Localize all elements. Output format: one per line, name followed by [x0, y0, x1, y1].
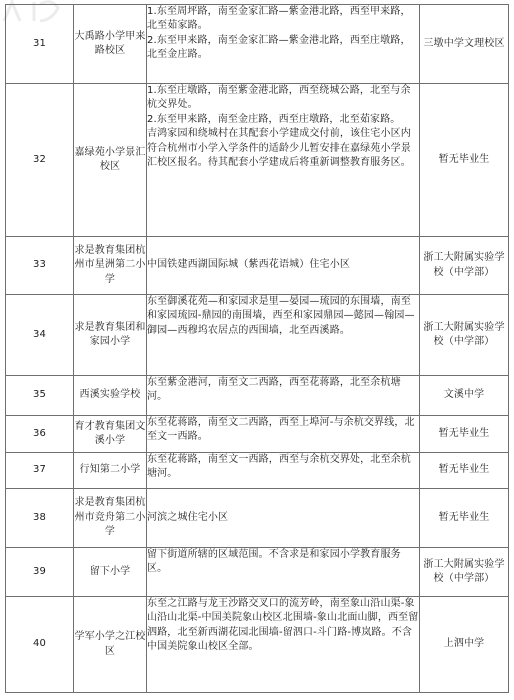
school-name: 大禹路小学甲来路校区	[74, 30, 146, 56]
school-name: 嘉绿苑小学景汇校区	[74, 146, 146, 172]
table-row	[6, 295, 509, 376]
middle-school-name: 上泗中学	[443, 638, 485, 650]
row-number: 40	[6, 597, 74, 693]
school-name: 求是教育集团杭州市星洲第二小学	[74, 244, 146, 285]
school-name-cell	[74, 5, 147, 84]
table-row	[6, 453, 509, 489]
school-name-cell	[74, 376, 147, 416]
service-area-text: 2.东至甲来路，南至金庄路，西至庄墩路，北至茹家路。	[147, 113, 401, 125]
table-row	[6, 416, 509, 453]
row-number: 34	[6, 295, 74, 376]
service-area-text: 1.东至庄墩路，南至紫金港北路，西至绕城公路，北至与余杭交界处。	[147, 85, 411, 111]
school-name: 求是教育集团杭州市竞舟第二小学	[74, 497, 146, 538]
school-name-cell	[74, 295, 147, 376]
service-area-cell	[147, 376, 420, 416]
row-number: 39	[6, 548, 74, 597]
table-row	[6, 489, 509, 548]
row-number: 37	[6, 453, 74, 489]
middle-school-cell	[420, 5, 509, 84]
service-area-text: 2.东至甲来路，南至金家汇路—紫金港北路，西至庄墩路，北至金庄路。	[147, 34, 411, 61]
school-name: 学军小学之江校区	[74, 631, 146, 657]
middle-school-name: 浙工大附属实验学校（中学部）	[423, 321, 505, 347]
table-row	[6, 237, 509, 295]
service-area-cell	[147, 548, 420, 597]
middle-school-name: 暂无毕业生	[438, 511, 490, 523]
middle-school-cell	[420, 597, 509, 693]
school-name-cell	[74, 597, 147, 693]
school-name-cell	[74, 453, 147, 489]
service-area-cell	[147, 453, 420, 489]
middle-school-cell	[420, 453, 509, 489]
table-row	[6, 5, 509, 84]
service-area-cell	[147, 416, 420, 453]
school-name-cell	[74, 237, 147, 295]
middle-school-cell	[420, 489, 509, 548]
middle-school-cell	[420, 376, 509, 416]
middle-school-name: 三墩中学文理校区	[423, 37, 505, 49]
service-area-cell	[147, 237, 420, 295]
service-area-text: 中国铁建西湖国际城（紫西花语城）住宅小区	[147, 259, 350, 271]
school-name: 留下小学	[89, 565, 131, 577]
service-area-text: 东至花蒋路，南至文一西路，西至与余杭交界处，北至余杭塘河。	[147, 454, 411, 480]
table-row	[6, 548, 509, 597]
service-area-cell	[147, 489, 420, 548]
middle-school-cell	[420, 548, 509, 597]
school-name: 育才教育集团文溪小学	[74, 420, 146, 446]
service-area-text: 1.东至周坪路，南至金家汇路—紫金港北路，西至甲来路，北至茹家路。	[147, 6, 411, 32]
school-name-cell	[74, 416, 147, 453]
service-area-note: 吉鸿家园和绕城村在其配套小学建成交付前，该住宅小区内符合杭州市小学入学条件的适龄少儿暂安排在嘉绿苑小学景汇校区报名。待其配套小学建成后将重新调整教育服务区。	[147, 128, 411, 169]
school-name: 行知第二小学	[79, 464, 141, 476]
service-area-text: 东至御溪花苑—和家园求是里—晏园—琉园的东围墙，南至和家园琉园-鼎园的南围墙，西至和家园鼎园—懿园—翰园—御园—西穆坞农居点的西围墙，北至西溪路。	[147, 296, 415, 336]
service-area-cell	[147, 597, 420, 693]
row-number: 36	[6, 416, 74, 453]
school-name-cell	[74, 489, 147, 548]
school-name: 求是教育集团和家园小学	[74, 321, 146, 347]
middle-school-cell	[420, 237, 509, 295]
middle-school-name: 暂无毕业生	[438, 153, 490, 165]
row-number: 38	[6, 489, 74, 548]
service-area-text: 留下街道所辖的区域范围。不含求是和家园小学教育服务区。	[147, 549, 401, 575]
school-district-table	[5, 4, 509, 693]
middle-school-cell	[420, 416, 509, 453]
middle-school-cell	[420, 295, 509, 376]
row-number: 35	[6, 376, 74, 416]
service-area-text: 东至紫金港河，南至文二西路，西至花蒋路，北至余杭塘河。	[147, 377, 401, 403]
middle-school-name: 文溪中学	[443, 389, 485, 401]
school-name-cell	[74, 548, 147, 597]
middle-school-name: 暂无毕业生	[438, 464, 490, 476]
school-name: 西溪实验学校	[79, 389, 141, 401]
row-number: 31	[6, 5, 74, 84]
middle-school-name: 浙工大附属实验学校（中学部）	[423, 252, 505, 278]
service-area-text: 河滨之城住宅小区	[147, 511, 229, 523]
middle-school-cell	[420, 84, 509, 237]
service-area-cell	[147, 84, 420, 237]
middle-school-name: 暂无毕业生	[438, 427, 490, 439]
row-number: 32	[6, 84, 74, 237]
table-row	[6, 597, 509, 693]
service-area-cell	[147, 295, 420, 376]
service-area-cell	[147, 5, 420, 84]
middle-school-name: 浙工大附属实验学校（中学部）	[423, 558, 505, 584]
service-area-text: 东至花蒋路，南至文二西路，西至上埠河-与余杭交界线，北至文一西路。	[147, 417, 415, 443]
school-name-cell	[74, 84, 147, 237]
service-area-text: 东至之江路与龙王沙路交叉口的流芳岭，南至象山沿山渠-象山沿山北渠-中国美院象山校区北围墙-象山北面山脚，西至留泗路，北至新西湖花园北围墙-留泗口-斗门路-博岚路。不含中国美院象山校区全部。	[147, 598, 419, 653]
row-number: 33	[6, 237, 74, 295]
table-row	[6, 84, 509, 237]
table-row	[6, 376, 509, 416]
